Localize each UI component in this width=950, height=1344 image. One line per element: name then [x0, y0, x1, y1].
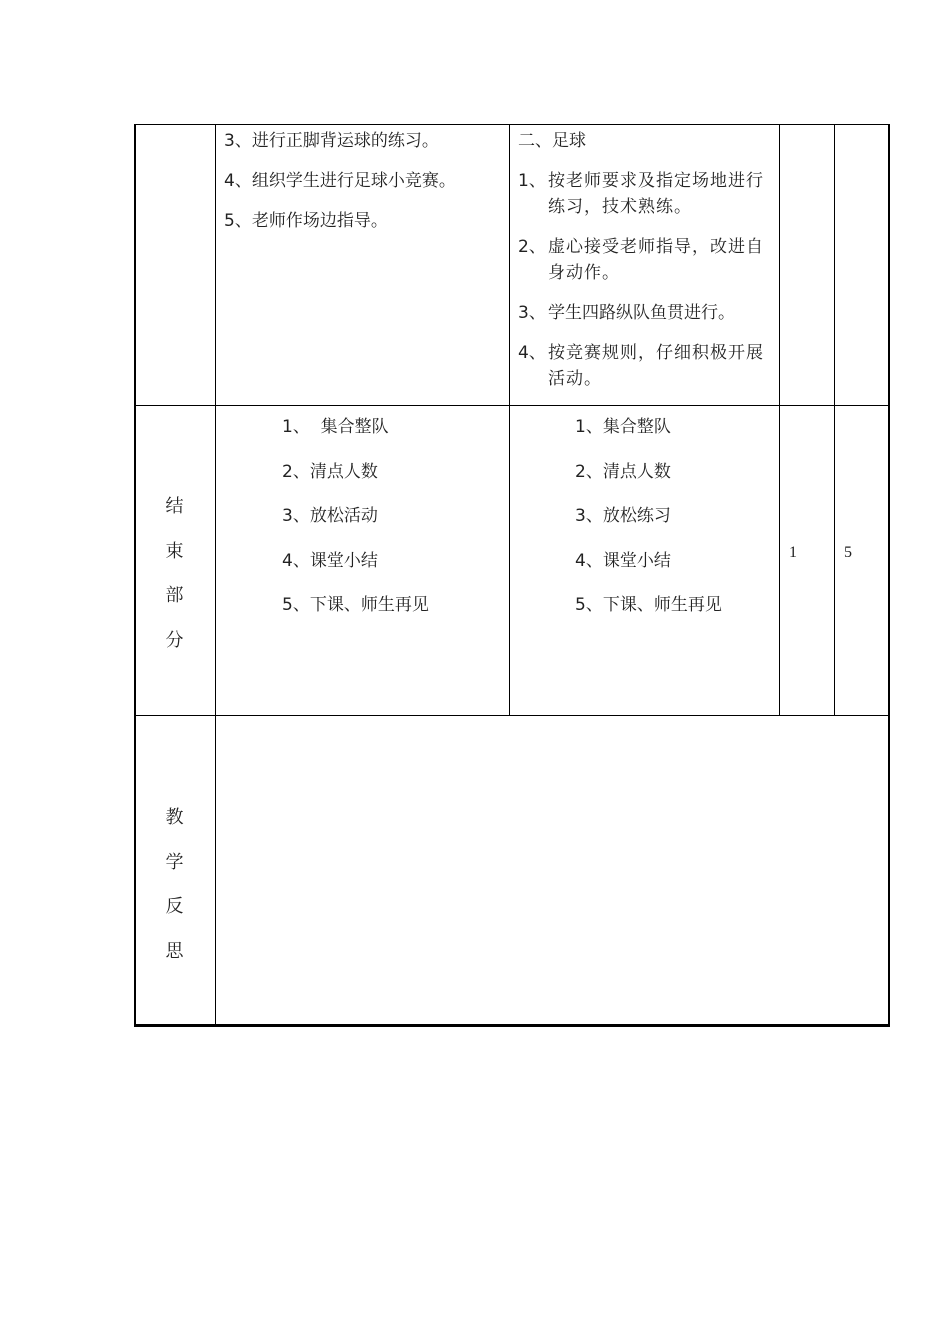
teacher-item: 3、进行正脚背运球的练习。	[224, 131, 439, 151]
teacher-item: 4、组织学生进行足球小竞赛。	[224, 171, 456, 191]
section-label-char: 结	[165, 496, 184, 517]
teacher-item: 2、清点人数	[282, 461, 378, 482]
teacher-item: 4、课堂小结	[282, 550, 378, 571]
student-item	[518, 234, 772, 286]
teacher-item: 5、老师作场边指导。	[224, 211, 388, 231]
student-item-text: 按竞赛规则，仔细积极开展活动。	[548, 343, 764, 389]
student-item-number: 2、	[518, 237, 546, 257]
row-divider-1	[134, 405, 890, 406]
section-label-reflection	[134, 796, 215, 974]
student-item: 4、课堂小结	[575, 550, 671, 571]
table-border-bottom	[134, 1024, 890, 1027]
teacher-item: 1、 集合整队	[282, 417, 389, 437]
student-item-text: 学生四路纵队鱼贯进行。	[548, 303, 735, 323]
student-item-number: 4、	[518, 343, 546, 363]
student-item	[518, 300, 772, 326]
teacher-item: 3、放松活动	[282, 506, 378, 526]
student-item-text: 按老师要求及指定场地进行练习，技术熟练。	[548, 171, 764, 217]
student-item: 1、集合整队	[575, 417, 671, 437]
section-label-char: 学	[165, 851, 184, 873]
student-item: 2、清点人数	[575, 461, 671, 482]
section-label-char: 思	[165, 940, 184, 962]
row2-student-cell	[575, 405, 775, 628]
section-label-char: 分	[165, 629, 184, 651]
student-item	[518, 340, 772, 392]
student-item-text: 虚心接受老师指导，改进自身动作。	[548, 237, 764, 283]
row1-student-cell	[518, 128, 772, 392]
student-heading: 二、足球	[518, 131, 586, 151]
section-label-ending	[134, 485, 215, 663]
section-label-char: 束	[165, 540, 184, 562]
section-label-char: 教	[165, 807, 184, 828]
row2-teacher-cell	[282, 405, 502, 628]
student-item: 3、放松练习	[575, 506, 671, 526]
row2-count-cell: 1	[789, 544, 797, 561]
teacher-item: 5、下课、师生再见	[282, 595, 429, 615]
table-border-top	[134, 124, 890, 125]
row2-time-cell: 5	[844, 544, 852, 561]
col-divider-3	[779, 124, 780, 716]
section-label-char: 反	[165, 896, 184, 917]
col-divider-1	[215, 124, 216, 1027]
table-border-right	[888, 124, 890, 1027]
lesson-plan-table	[134, 124, 890, 1027]
col-divider-2	[509, 124, 510, 716]
reflection-content-cell	[224, 724, 874, 1014]
col-divider-4	[834, 124, 835, 716]
row1-teacher-cell	[224, 128, 504, 234]
student-item-number: 3、	[518, 303, 546, 323]
student-item: 5、下课、师生再见	[575, 595, 722, 615]
student-item-number: 1、	[518, 171, 546, 191]
student-item	[518, 168, 772, 220]
row-divider-2	[134, 715, 890, 716]
section-label-char: 部	[165, 585, 184, 606]
